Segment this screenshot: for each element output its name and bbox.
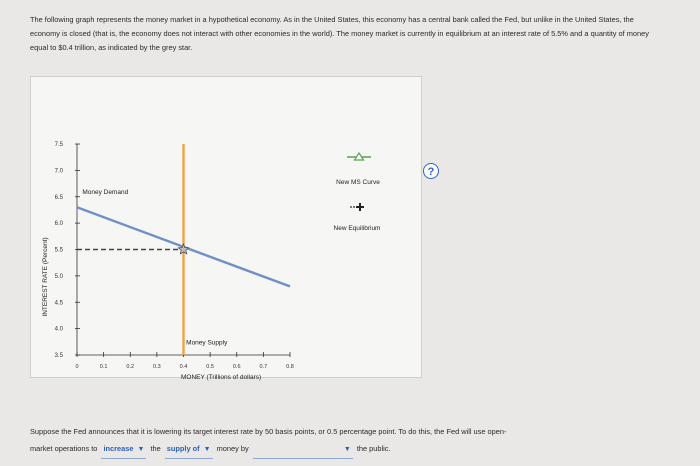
x-tick-label: 0.8 xyxy=(286,364,294,370)
chevron-down-icon: ▼ xyxy=(203,446,211,453)
direction-dropdown[interactable] xyxy=(101,440,146,459)
question-suffix: the public. xyxy=(356,444,391,453)
money-market-chart xyxy=(31,77,421,381)
money-demand-label: Money Demand xyxy=(82,189,129,197)
x-tick-label: 0.2 xyxy=(126,364,135,370)
y-tick-label: 3.5 xyxy=(54,353,63,359)
question-mid-2: money by xyxy=(216,444,249,453)
direction-dropdown-value: increase xyxy=(103,444,134,453)
x-axis-label: MONEY (Trillions of dollars) xyxy=(181,374,262,381)
new-ms-curve-legend-label: New MS Curve xyxy=(336,179,380,186)
question-prefix: market operations to xyxy=(30,444,98,453)
x-tick-label: 0.4 xyxy=(179,364,188,370)
quantity-dropdown-value: supply of xyxy=(166,444,200,453)
y-tick-label: 4.5 xyxy=(54,300,63,307)
y-tick-label: 7.0 xyxy=(54,168,63,175)
graph-panel xyxy=(30,76,435,381)
x-tick-label: 0.1 xyxy=(99,364,108,370)
question-text xyxy=(30,423,660,459)
x-tick-label: 0.7 xyxy=(259,364,268,370)
y-axis-label: INTEREST RATE (Percent) xyxy=(42,237,49,317)
x-tick-label: 0 xyxy=(75,364,79,370)
y-tick-label: 5.5 xyxy=(54,247,63,254)
question-line-1: Suppose the Fed announces that it is lowering its target interest rate by 50 basis points, or 0.5 percentage point. To do this, the Fed will use open- xyxy=(30,427,507,436)
help-icon[interactable]: ? xyxy=(423,163,439,179)
money-supply-label: Money Supply xyxy=(186,339,228,347)
x-tick-label: 0.3 xyxy=(153,364,161,370)
y-tick-label: 7.5 xyxy=(54,142,63,148)
legend-dot xyxy=(353,206,355,208)
chevron-down-icon: ▼ xyxy=(137,446,145,453)
legend-dot xyxy=(350,206,352,208)
x-tick-label: 0.5 xyxy=(206,364,214,370)
action-dropdown[interactable] xyxy=(253,440,353,459)
y-tick-label: 6.0 xyxy=(54,221,63,228)
y-tick-label: 5.0 xyxy=(54,273,63,280)
chevron-down-icon: ▼ xyxy=(343,446,351,453)
y-tick-label: 4.0 xyxy=(54,326,63,333)
question-mid-1: the xyxy=(150,444,161,453)
intro-text: The following graph represents the money market in a hypothetical economy. As in the United States, this economy has a central bank called the Fed, but unlike in the United States, the economy is closed (that is, the economy does not interact with other economies in the world). The money market is currently in equilibrium at an interest rate of 5.5% and a quantity of money equal to $0.4 trillion, as indicated by the grey star. xyxy=(30,15,649,52)
question-line-2 xyxy=(30,440,660,459)
new-equilibrium-legend-label: New Equilibrium xyxy=(333,225,381,232)
x-tick-label: 0.6 xyxy=(232,364,241,370)
quantity-dropdown[interactable] xyxy=(165,440,213,459)
plus-icon xyxy=(356,203,364,211)
y-tick-label: 6.5 xyxy=(54,194,63,201)
